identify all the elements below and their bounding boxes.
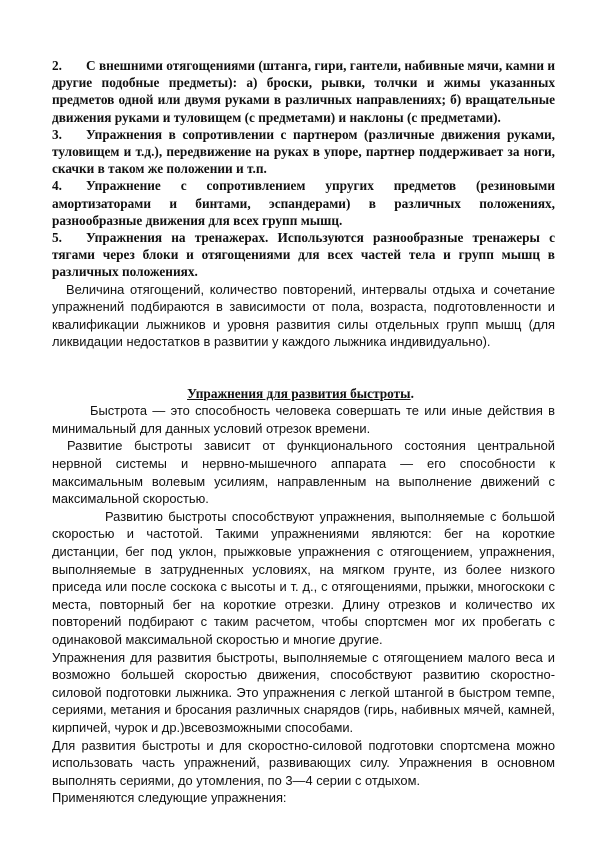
- body-paragraph: Развитие быстроты зависит от функционального состояния центральной нервной системы и нервно-мышечного аппарата — его способности к максимальным волевым усилиям, направленным на выполнение движений с максимальной скоростью.: [52, 438, 555, 507]
- list-item: [52, 229, 555, 281]
- body-paragraph: Для развития быстроты и для скоростно-силовой подготовки спортсмена можно использовать часть упражнений, развивающих силу. Упражнения в основном выполнять сериями, до утомления, по 3—4 серии с отдыхом.: [52, 737, 555, 788]
- list-item-number: 2.: [52, 58, 62, 73]
- list-item-number: 4.: [52, 178, 62, 194]
- list-item-text: С внешними отягощениями (штанга, гири, гантели, набивные мячи, камни и другие подобные предметы): а) броски, рывки, толчки и жимы указанных предметов одной или двумя руками в различных направлениях; б) вращательные движения руками и туловищем (с предметами) и наклоны (с предметами).: [52, 58, 555, 125]
- list-item-text: Упражнения в сопротивлении с партнером (различные движения руками, туловищем и т.д.), передвижение на руках в упоре, партнер поддерживает за ноги, скачки в таком же положении и т.п.: [52, 126, 555, 177]
- body-paragraph: Применяются следующие упражнения:: [52, 790, 287, 806]
- section-heading-text: Упражнения для развития быстроты: [187, 386, 411, 402]
- strength-paragraph: Величина отягощений, количество повторений, интервалы отдыха и сочетание упражнений подбираются в зависимости от пола, возраста, подготовленности и квалификации лыжников и уровня развития силы отдельных групп мышц (для ликвидации недостатков в развитии у каждого лыжника индивидуально).: [52, 281, 555, 350]
- exercise-list: [52, 57, 555, 281]
- list-item-number: 3.: [52, 126, 62, 142]
- body-paragraph: Развитию быстроты способствуют упражнения, выполняемые с большой скоростью и частотой. Такими упражнениями являются: бег на короткие дистанции, бег под уклон, прыжковые упражнения с отягощением, упражнения, выполняемые в затрудненных условиях, на мягком грунте, из более низкого приседа или после соскока с высоты и т. д., с отягощениями, прыжки, многоскоки с места, повторный бег на короткие отрезки. Длину отрезков и количество их повторений подбирают с таким расчетом, чтобы спортсмен мог их пробегать с одинаковой максимальной скоростью и многие другие.: [52, 508, 555, 647]
- list-item-text: Упражнения на тренажерах. Используются разнообразные тренажеры с тягами через блоки и отягощениями для всех частей тела и групп мышц в различных положениях.: [52, 230, 555, 280]
- list-item-text: Упражнение с сопротивлением упругих предметов (резиновыми амортизаторами и бинтами, эспандерами) в различных положениях, разнообразные движения для всех групп мышц.: [52, 178, 555, 228]
- list-item: [52, 57, 555, 126]
- list-item-number: 5.: [52, 230, 62, 246]
- section-heading: [52, 385, 555, 402]
- list-item: [52, 177, 555, 229]
- body-paragraph: Упражнения для развития быстроты, выполняемые с отягощением малого веса и возможно большей скоростью движения, способствуют развитию скоростно-силовой подготовки лыжника. Это упражнения с легкой штангой в быстром темпе, сериями, метания и бросания различных снарядов (гирь, набивных мячей, камней, кирпичей, чурок и др.)всевозможными способами.: [52, 649, 555, 735]
- list-item: [52, 126, 555, 178]
- section-heading-suffix: .: [410, 386, 414, 402]
- body-paragraph: Быстрота — это способность человека совершать те или иные действия в минимальный для данных условий отрезок времени.: [52, 403, 555, 436]
- document-page: [52, 57, 555, 807]
